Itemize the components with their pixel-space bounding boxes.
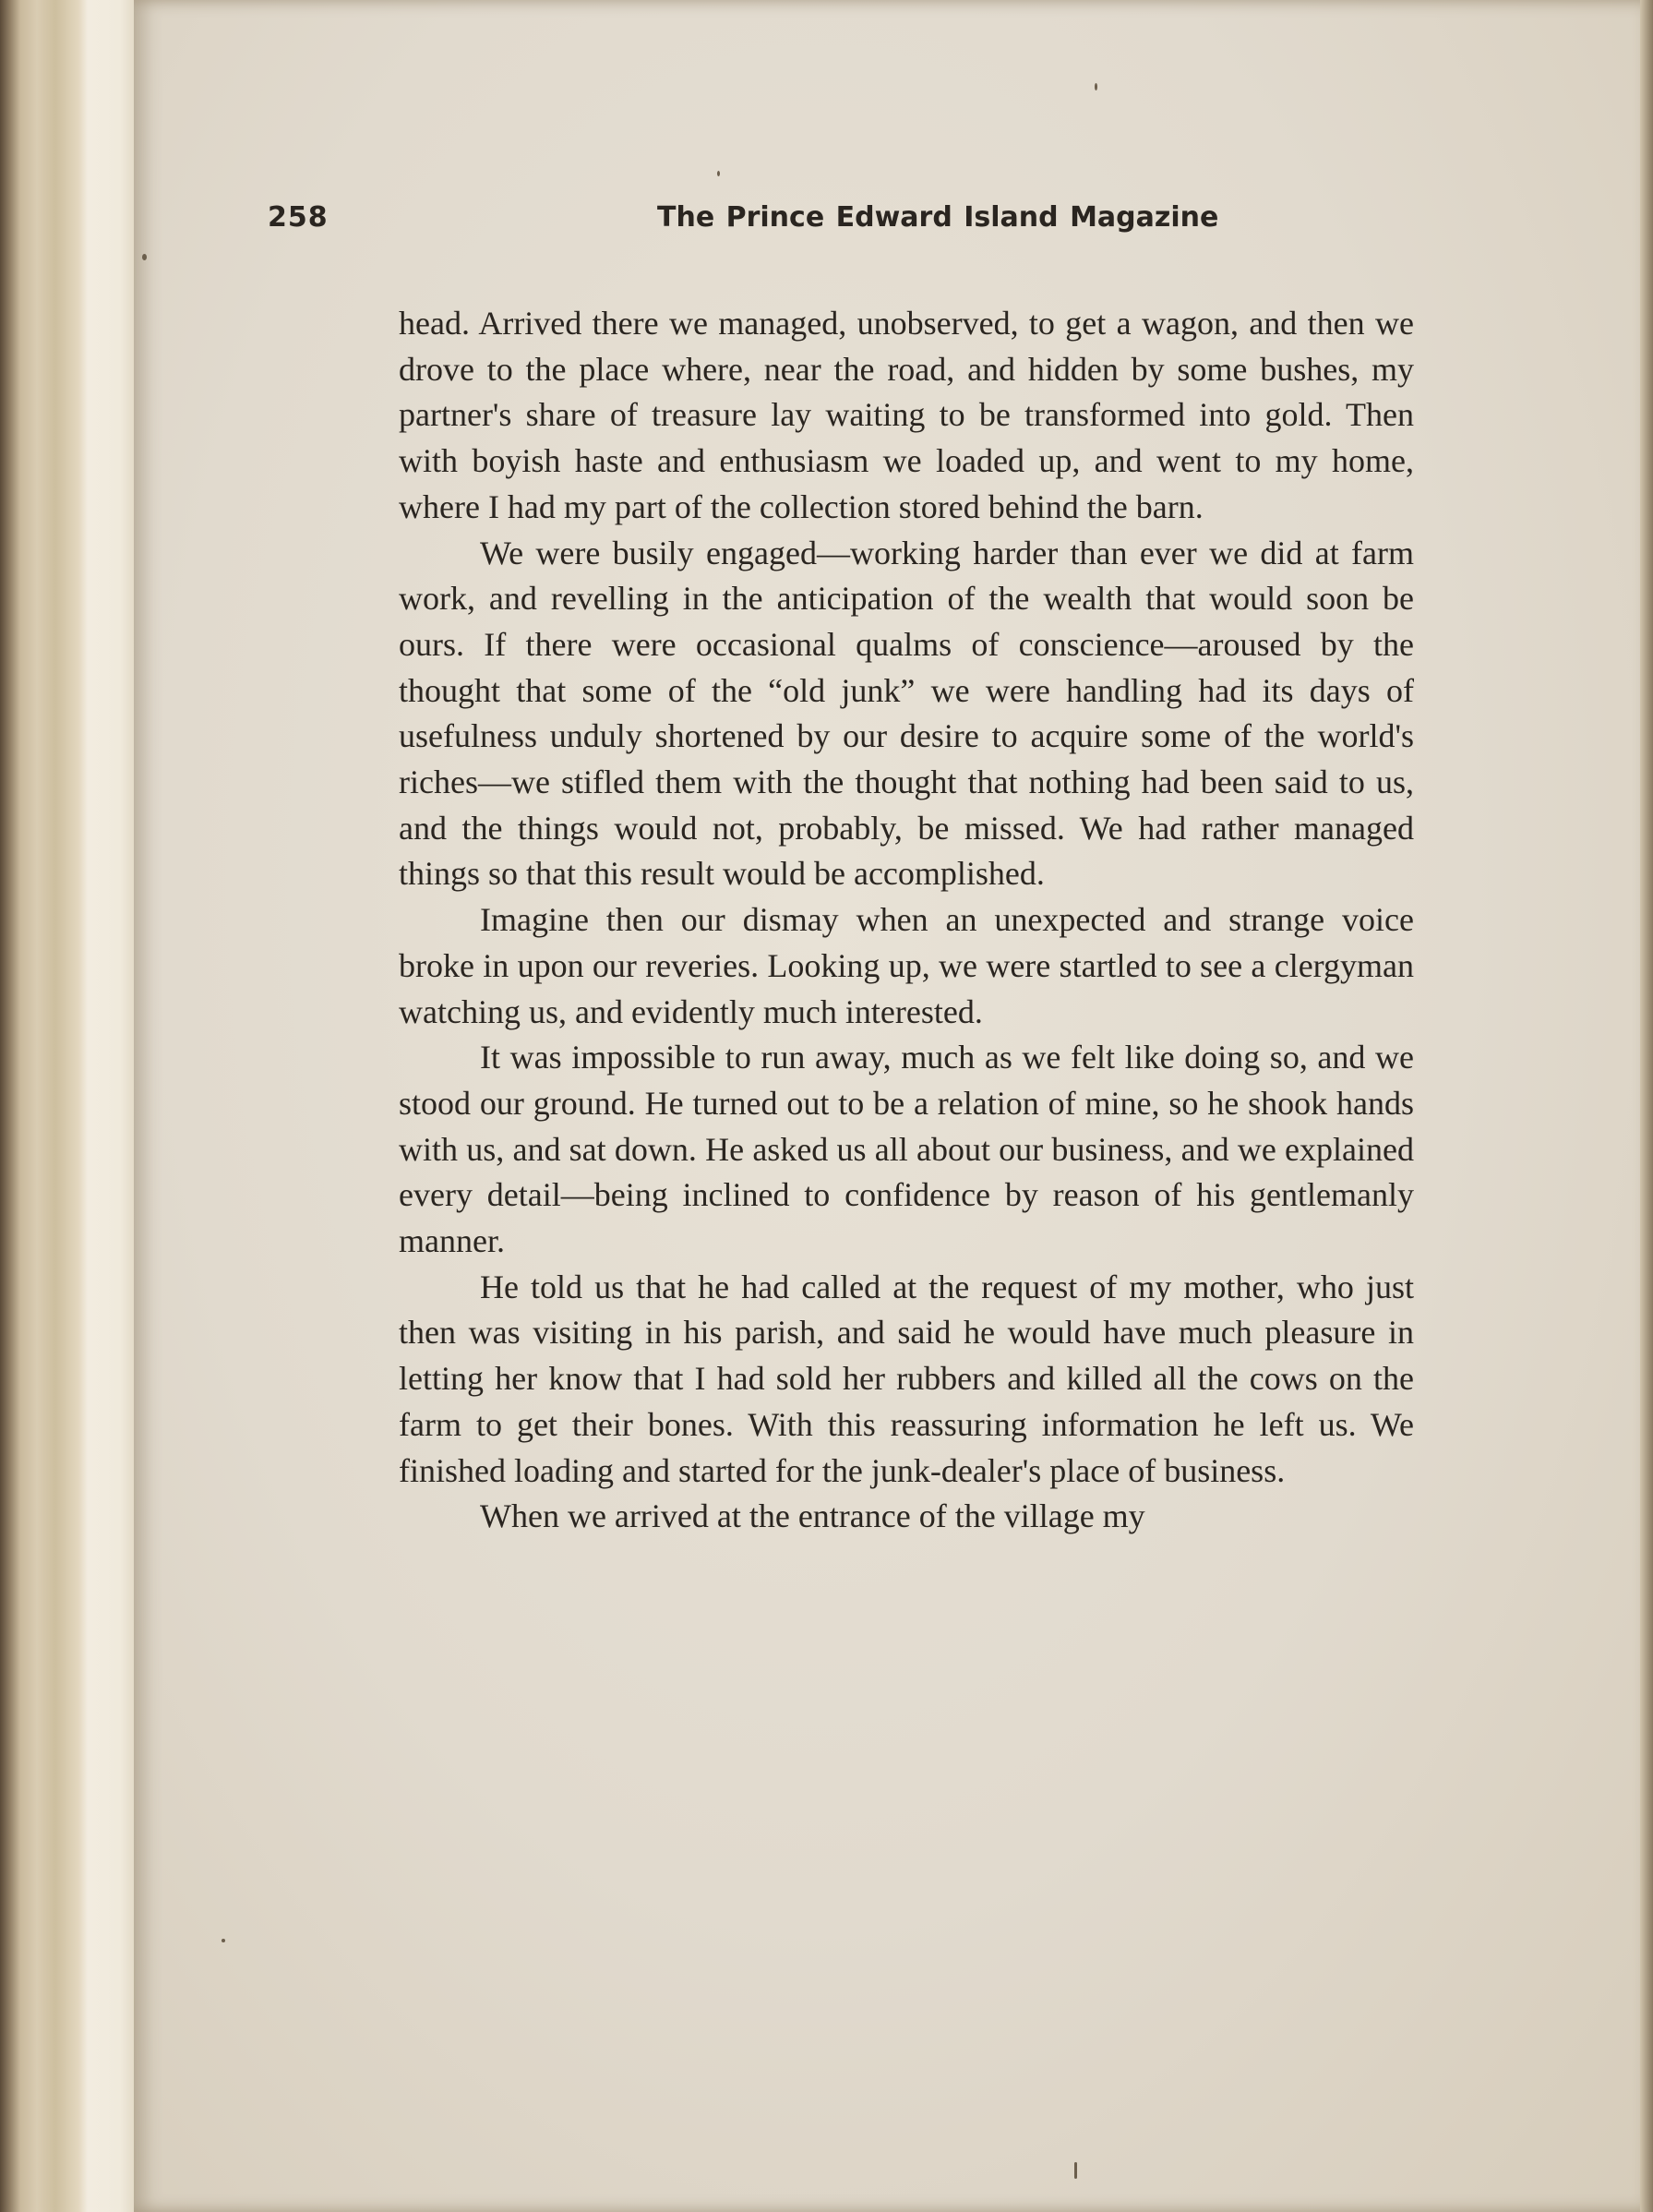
page-right-edge bbox=[1640, 0, 1653, 2212]
paper-speck bbox=[1074, 2162, 1077, 2179]
paragraph: It was impossible to run away, much as we felt like doing so, and we stood our ground. He turned out to be a relation of mine, so he shook hands with us, and sat down. He asked us all about our business, and we explained every detail—being inclined to confidence by reason of his gentlemanly manner. bbox=[399, 1039, 1414, 1260]
paragraph: When we arrived at the entrance of the village my bbox=[480, 1497, 1145, 1535]
paragraph: We were busily engaged—working harder than ever we did at farm work, and revelling in the anticipation of the wealth that would soon be ours. If there were occasional qualms of conscience—aroused by the thought that some of the “old junk” we were handling had its days of usefulness unduly shortened by our desire to acquire some of the world's riches—we stifled them with the thought that nothing had been said to us, and the things would not, probably, be missed. We had rather managed things so that this result would be accomplished. bbox=[399, 534, 1414, 893]
page-number: 258 bbox=[268, 201, 329, 234]
paper-speck bbox=[717, 171, 720, 176]
paragraph: head. Arrived there we managed, unobserved, to get a wagon, and then we drove to the place where, near the road, and hidden by some bushes, my partner's share of treasure lay waiting to be transformed into gold. Then with boyish haste and enthusiasm we loaded up, and went to my home, where I had my part of the collection stored behind the barn. bbox=[399, 305, 1414, 525]
magazine-title: The Prince Edward Island Magazine bbox=[657, 201, 1219, 234]
paragraph: He told us that he had called at the request of my mother, who just then was visiting in his parish, and said he would have much pleasure in letting her know that I had sold her rubbers and killed all the cows on the farm to get their bones. With this reassuring information he left us. We finished loading and started for the junk-dealer's place of business. bbox=[399, 1268, 1414, 1489]
paper-speck bbox=[222, 1939, 225, 1942]
paper-speck bbox=[1095, 83, 1097, 90]
paper-speck bbox=[142, 254, 147, 260]
running-head bbox=[268, 201, 1228, 247]
article-body bbox=[399, 301, 1414, 1540]
book-spine-edge bbox=[0, 0, 138, 2212]
paragraph: Imagine then our dismay when an unexpected and strange voice broke in upon our reveries. Looking up, we were startled to see a clergyman watching us, and evidently much interested. bbox=[399, 901, 1414, 1030]
